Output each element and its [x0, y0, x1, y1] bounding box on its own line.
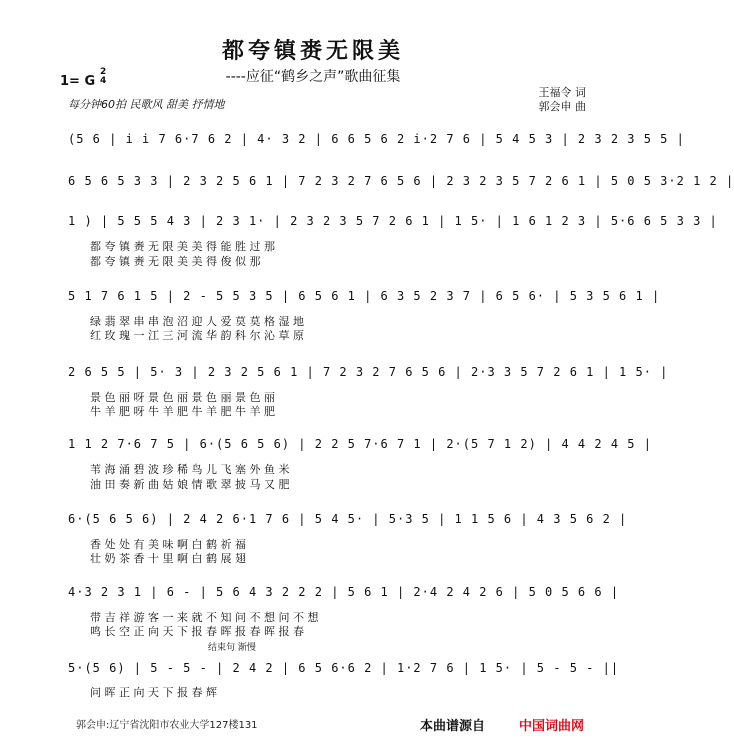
- lyric-row-3a: 都 夸 镇 赉 无 限 美 美 得 能 胜 过 那: [90, 240, 275, 253]
- lyric-row-5a: 景 色 丽 呀 景 色 丽 景 色 丽 景 色 丽: [90, 391, 275, 404]
- lyric-row-4b: 红 玫 瑰 一 江 三 河 流 华 韵 科 尔 沁 草 原: [90, 329, 304, 342]
- key-signature: 1= G: [60, 74, 96, 89]
- composer-address: 郭会申:辽宁省沈阳市农业大学127楼131: [76, 720, 258, 731]
- lyric-row-4a: 绿 翡 翠 串 串 泡 沼 迎 人 爱 莫 莫 格 湿 地: [90, 315, 304, 328]
- lyric-row-7a: 香 处 处 有 美 味 啊 白 鹤 祈 福: [90, 538, 246, 551]
- score-row-5: 2 6 5 5 | 5· 3 | 2 3 2 5 6 1 | 7 2 3 2 7 6 5 6 | 2·3 3 5 7 2 6 1 | 1 5· |: [68, 365, 669, 379]
- score-row-7: 6·(5 6 5 6) | 2 4 2 6·1 7 6 | 5 4 5· | 5·3 5 | 1 1 5 6 | 4 3 5 6 2 |: [68, 512, 628, 526]
- lyric-row-8b: 鸣 长 空 正 向 天 下 报 春 晖 报 春 晖 报 春: [90, 625, 304, 638]
- lyric-row-9a: 问 晖 正 向 天 下 报 春 辉: [90, 686, 217, 699]
- song-subtitle: ----应征“鹤乡之声”歌曲征集: [225, 69, 401, 85]
- score-row-1: (5 6 | i i 7 6·7 6 2 | 4· 3 2 | 6 6 5 6 2 i·2 7 6 | 5 4 5 3 | 2 3 2 3 5 5 |: [68, 132, 685, 146]
- score-row-6: 1 1 2 7·6 7 5 | 6·(5 6 5 6) | 2 2 5 7·6 7 1 | 2·(5 7 1 2) | 4 4 2 4 5 |: [68, 437, 652, 451]
- lyric-row-6a: 苇 海 涌 碧 波 珍 稀 鸟 儿 飞 塞 外 鱼 米: [90, 463, 290, 476]
- score-row-4: 5 1 7 6 1 5 | 2 - 5 5 3 5 | 6 5 6 1 | 6 3 5 2 3 7 | 6 5 6· | 5 3 5 6 1 |: [68, 289, 661, 303]
- composer-credit: 郭会申 曲: [538, 100, 586, 113]
- score-row-8: 4·3 2 3 1 | 6 - | 5 6 4 3 2 2 2 | 5 6 1 | 2·4 2 4 2 6 | 5 0 5 6 6 |: [68, 585, 620, 599]
- time-signature: [100, 68, 106, 86]
- tempo-marking: 每分钟60拍 民歌风 甜美 抒情地: [68, 98, 225, 111]
- score-row-9: 5·(5 6) | 5 - 5 - | 2 4 2 | 6 5 6·6 2 | 1·2 7 6 | 1 5· | 5 - 5 - ||: [68, 661, 620, 675]
- source-label: 本曲谱源自: [420, 719, 486, 734]
- ending-mark: 结束句 渐慢: [208, 643, 256, 653]
- meter-bottom: 4: [100, 76, 107, 86]
- lyric-row-3b: 都 夸 镇 赉 无 限 美 美 得 俊 似 那: [90, 255, 261, 268]
- lyric-row-8a: 带 吉 祥 游 客 一 来 就 不 知 问 不 想 问 不 想: [90, 611, 319, 624]
- score-row-2: 6 5 6 5 3 3 | 2 3 2 5 6 1 | 7 2 3 2 7 6 5 6 | 2 3 2 3 5 7 2 6 1 | 5 0 5 3·2 1 2 |: [68, 174, 734, 188]
- score-row-3: 1 ) | 5 5 5 4 3 | 2 3 1· | 2 3 2 3 5 7 2 6 1 | 1 5· | 1 6 1 2 3 | 5·6 6 5 3 3 |: [68, 214, 718, 228]
- site-watermark: 中国词曲网: [519, 719, 585, 734]
- song-title: 都夸镇赉无限美: [221, 38, 404, 64]
- meter-top: 2: [100, 67, 107, 77]
- lyric-row-6b: 油 田 奏 新 曲 姑 娘 情 歌 翠 披 马 又 肥: [90, 478, 290, 491]
- lyric-row-7b: 壮 奶 茶 香 十 里 啊 白 鹤 展 翅: [90, 552, 246, 565]
- lyricist-credit: 王福令 词: [538, 86, 586, 99]
- lyric-row-5b: 牛 羊 肥 呀 牛 羊 肥 牛 羊 肥 牛 羊 肥: [90, 405, 275, 418]
